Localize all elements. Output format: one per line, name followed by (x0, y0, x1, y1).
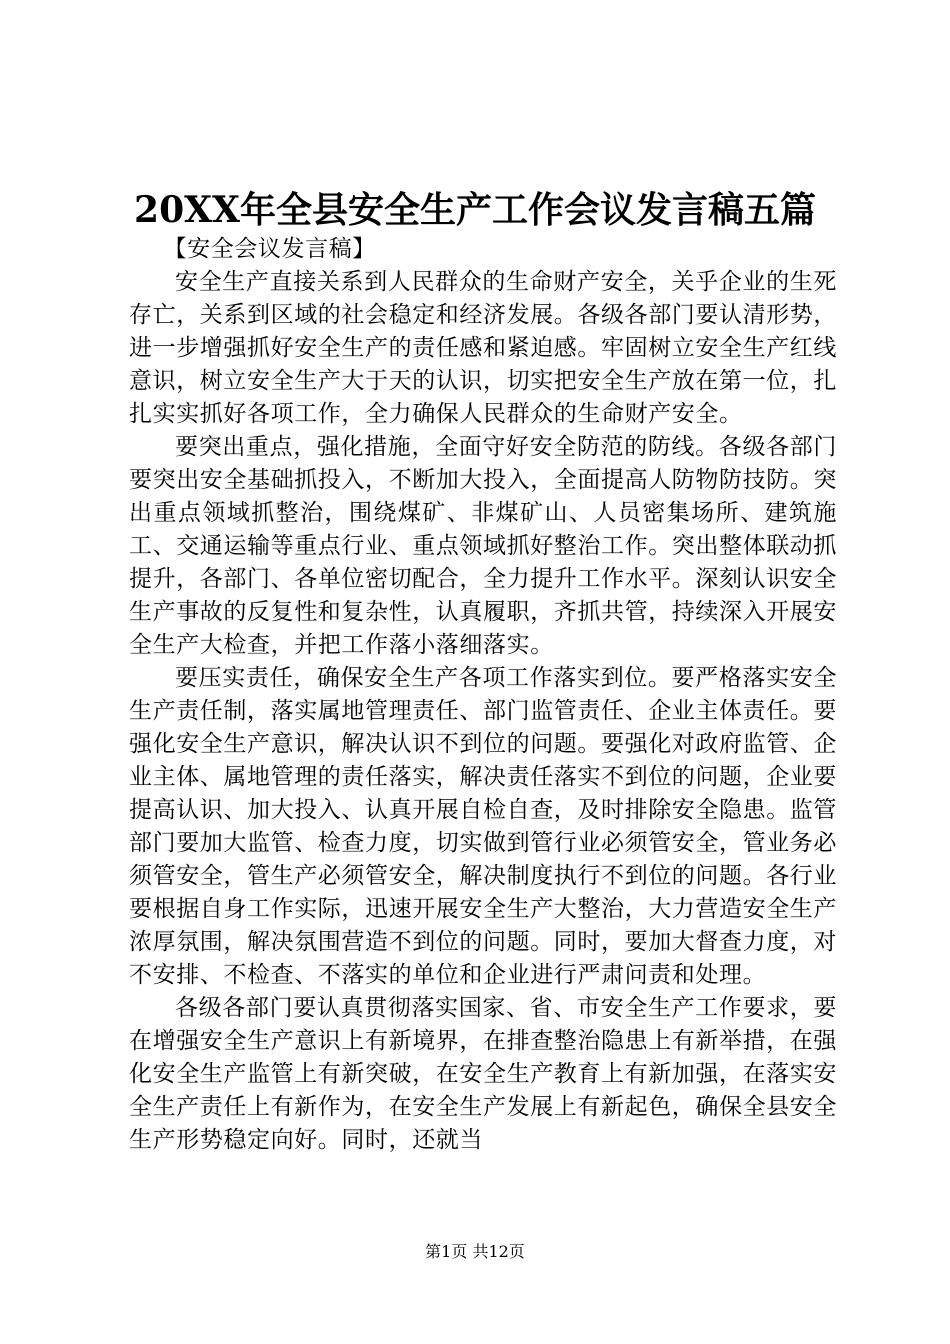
page-footer: 第1页 共12页 (425, 1242, 525, 1261)
document-title: 20XX年全县安全生产工作会议发言稿五篇 (134, 189, 816, 231)
section-heading: 【安全会议发言稿】 (163, 236, 376, 262)
paragraph-1: 安全生产直接关系到人民群众的生命财产安全，关乎企业的生死存亡，关系到区域的社会稳定和经济发展。各级各部门要认清形势，进一步增强抓好安全生产的责任感和紧迫感。牢固树立安全生产红线意识，树立安全生产大于天的认识，切实把安全生产放在第一位，扎扎实实抓好各项工作，全力确保人民群众的生命财产安全。 (129, 269, 837, 427)
paragraph-4: 各级各部门要认真贯彻落实国家、省、市安全生产工作要求，要在增强安全生产意识上有新境界，在排查整治隐患上有新举措，在强化安全生产监管上有新突破，在安全生产教育上有新加强，在落实安全生产责任上有新作为，在安全生产发展上有新起色，确保全县安全生产形势稳定向好。同时，还就当 (129, 995, 837, 1153)
paragraph-3: 要压实责任，确保安全生产各项工作落实到位。要严格落实安全生产责任制，落实属地管理责任、部门监管责任、企业主体责任。要强化安全生产意识，解决认识不到位的问题。要强化对政府监管、企业主体、属地管理的责任落实，解决责任落实不到位的问题，企业要提高认识、加大投入、认真开展自检自查，及时排除安全隐患。监管部门要加大监管、检查力度，切实做到管行业必须管安全，管业务必须管安全，管生产必须管安全，解决制度执行不到位的问题。各行业要根据自身工作实际，迅速开展安全生产大整治，大力营造安全生产浓厚氛围，解决氛围营造不到位的问题。同时，要加大督查力度，对不安排、不检查、不落实的单位和企业进行严肃问责和处理。 (129, 665, 837, 988)
paragraph-2: 要突出重点，强化措施，全面守好安全防范的防线。各级各部门要突出安全基础抓投入，不断加大投入，全面提高人防物防技防。突出重点领域抓整治，围绕煤矿、非煤矿山、人员密集场所、建筑施工、交通运输等重点行业、重点领域抓好整治工作。突出整体联动抓提升，各部门、各单位密切配合，全力提升工作水平。深刻认识安全生产事故的反复性和复杂性，认真履职，齐抓共管，持续深入开展安全生产大检查，并把工作落小落细落实。 (129, 434, 837, 658)
document-body (129, 233, 837, 1157)
